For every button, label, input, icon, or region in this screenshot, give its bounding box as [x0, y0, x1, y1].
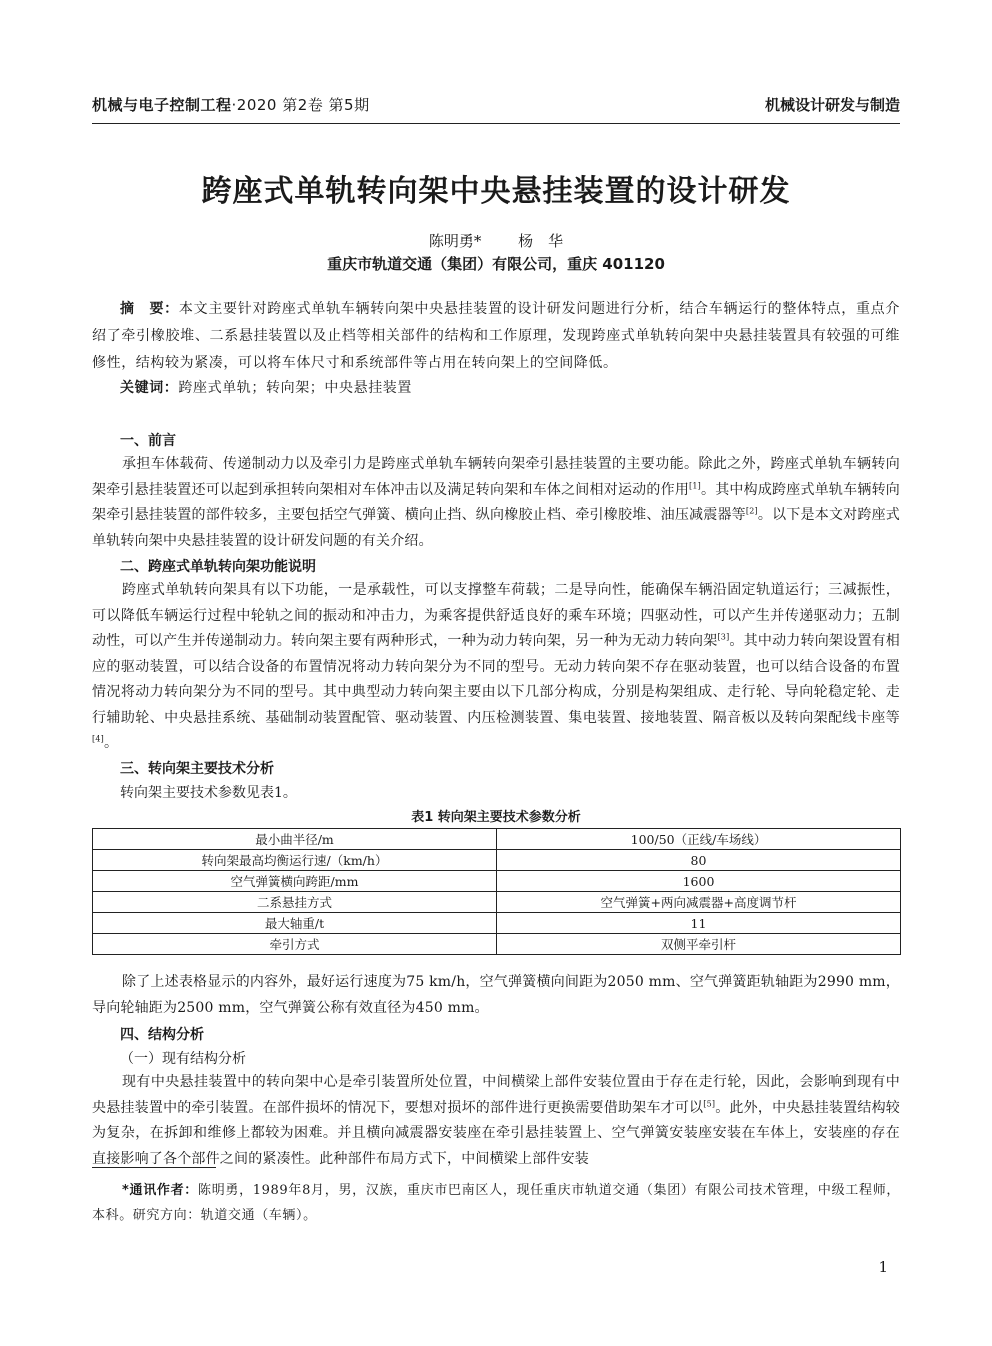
spec-table [92, 828, 901, 955]
table-cell: 双侧平牵引杆 [497, 934, 901, 955]
table-caption: 表1 转向架主要技术参数分析 [411, 810, 581, 825]
section-4-paragraph [92, 1070, 900, 1172]
journal-issue: ·2020 第2卷 第5期 [231, 96, 370, 114]
footnote [92, 1178, 900, 1228]
journal-name: 机械与电子控制工程 [92, 96, 232, 114]
citation[interactable]: [3] [717, 632, 730, 642]
text-run: 。 [103, 735, 119, 751]
table-row [93, 829, 901, 850]
section-heading-2: 二、跨座式单轨转向架功能说明 [120, 559, 316, 575]
author-list [0, 230, 992, 251]
journal-header [92, 94, 370, 115]
table-cell: 最大轴重/t [93, 913, 497, 934]
citation[interactable]: [5] [703, 1098, 716, 1108]
table-cell: 1600 [497, 871, 901, 892]
section-heading-3: 三、转向架主要技术分析 [120, 761, 274, 777]
table-intro: 转向架主要技术参数见表1。 [120, 785, 297, 801]
table-cell: 100/50（正线/车场线） [497, 829, 901, 850]
citation[interactable]: [4] [92, 734, 104, 744]
keywords-text: 跨座式单轨；转向架；中央悬挂装置 [178, 380, 413, 396]
abstract [92, 296, 900, 377]
text-run: 。其中构成跨座式单轨车辆转向架牵引悬挂装置的部件较多，主要包括空气弹簧、横向止挡、纵向橡胶止档、牵引橡胶堆、油压减震器等 [92, 481, 900, 523]
table-cell: 转向架最高均衡运行速/（km/h） [93, 850, 497, 871]
author-1: 陈明勇* [428, 232, 482, 250]
section-2-paragraph [92, 578, 900, 757]
table-cell: 空气弹簧横向跨距/mm [93, 871, 497, 892]
keywords [120, 377, 412, 397]
header-rule [92, 123, 900, 124]
section-heading-1: 一、前言 [120, 433, 176, 449]
section-1-paragraph [92, 452, 900, 554]
text-run: 。以下是本文对跨座式单轨转向架中央悬挂装置的设计研发问题的有关介绍。 [92, 507, 900, 549]
table-cell: 空气弹簧+两向减震器+高度调节杆 [497, 892, 901, 913]
citation[interactable]: [2] [745, 506, 758, 516]
keywords-label: 关键词： [120, 380, 179, 396]
footnote-label: *通讯作者： [122, 1183, 198, 1198]
section-heading-4: 四、结构分析 [120, 1027, 204, 1043]
table-cell: 二系悬挂方式 [93, 892, 497, 913]
post-table-paragraph: 除了上述表格显示的内容外，最好运行速度为75 km/h，空气弹簧横向间距为2050 mm、空气弹簧距轨轴距为2990 mm，导向轮轴距为2500 mm，空气弹簧公称有效直径为450 mm。 [92, 974, 900, 1016]
page-number: 1 [878, 1258, 888, 1276]
author-2: 杨 华 [518, 232, 564, 250]
journal-section: 机械设计研发与制造 [764, 96, 900, 114]
text-run: 现有中央悬挂装置中的转向架中心是牵引装置所处位置，中间横梁上部件安装位置由于存在走行轮，因此，会影响到现有中央悬挂装置中的牵引装置。在部件损坏的情况下，要想对损坏的部件进行更换需要借助架车才可以 [92, 1074, 900, 1116]
table-cell: 11 [497, 913, 901, 934]
affiliation: 重庆市轨道交通（集团）有限公司，重庆 401120 [327, 255, 665, 273]
table-cell: 80 [497, 850, 901, 871]
paper-title: 跨座式单轨转向架中央悬挂装置的设计研发 [201, 174, 791, 209]
citation[interactable]: [1] [689, 480, 701, 490]
abstract-text: 本文主要针对跨座式单轨车辆转向架中央悬挂装置的设计研发问题进行分析，结合车辆运行的整体特点，重点介绍了牵引橡胶堆、二系悬挂装置以及止档等相关部件的结构和工作原理，发现跨座式单轨转向架中央悬挂装置具有较强的可维修性，结构较为紧凑，可以将车体尺寸和系统部件等占用在转向架上的空间降低。 [92, 301, 900, 371]
footnote-text: 陈明勇，1989年8月，男，汉族，重庆市巴南区人，现任重庆市轨道交通（集团）有限公司技术管理，中级工程师，本科。研究方向：轨道交通（车辆）。 [92, 1183, 900, 1223]
table-cell: 牵引方式 [93, 934, 497, 955]
table-row [93, 892, 901, 913]
table-row [93, 850, 901, 871]
table-row [93, 934, 901, 955]
table-row [93, 871, 901, 892]
text-run: 承担车体载荷、传递制动力以及牵引力是跨座式单轨车辆转向架牵引悬挂装置的主要功能。除此之外，跨座式单轨车辆转向架牵引悬挂装置还可以起到承担转向架相对车体冲击以及满足转向架和车体之间相对运动的作用 [92, 456, 900, 498]
subsection-heading: （一）现有结构分析 [120, 1051, 246, 1067]
text-run: 跨座式单轨转向架具有以下功能，一是承载性，可以支撑整车荷载；二是导向性，能确保车辆沿固定轨道运行；三减振性，可以降低车辆运行过程中轮轨之间的振动和冲击力，为乘客提供舒适良好的乘车环境；四驱动性，可以产生并传递驱动力；五制动性，可以产生并传递制动力。转向架主要有两种形式，一种为动力转向架，另一种为无动力转向架 [92, 582, 900, 649]
table-cell: 最小曲半径/m [93, 829, 497, 850]
footnote-rule [92, 1167, 216, 1168]
table-row [93, 913, 901, 934]
abstract-label: 摘 要： [120, 301, 179, 317]
text-run: 。其中动力转向架设置有相应的驱动装置，可以结合设备的布置情况将动力转向架分为不同的型号。无动力转向架不存在驱动装置，也可以结合设备的布置情况将动力转向架分为不同的型号。其中典型动力转向架主要由以下几部分构成，分别是构架组成、走行轮、导向轮稳定轮、走行辅助轮、中央悬挂系统、基础制动装置配管、驱动装置、内压检测装置、集电装置、接地装置、隔音板以及转向架配线卡座等 [92, 633, 900, 726]
text-run: 。此外，中央悬挂装置结构较为复杂，在拆卸和维修上都较为困难。并且横向减震器安装座在牵引悬挂装置上、空气弹簧安装座安装在车体上，安装座的存在直接影响了各个部件之间的紧凑性。此种部件布局方式下，中间横梁上部件安装 [92, 1099, 900, 1167]
